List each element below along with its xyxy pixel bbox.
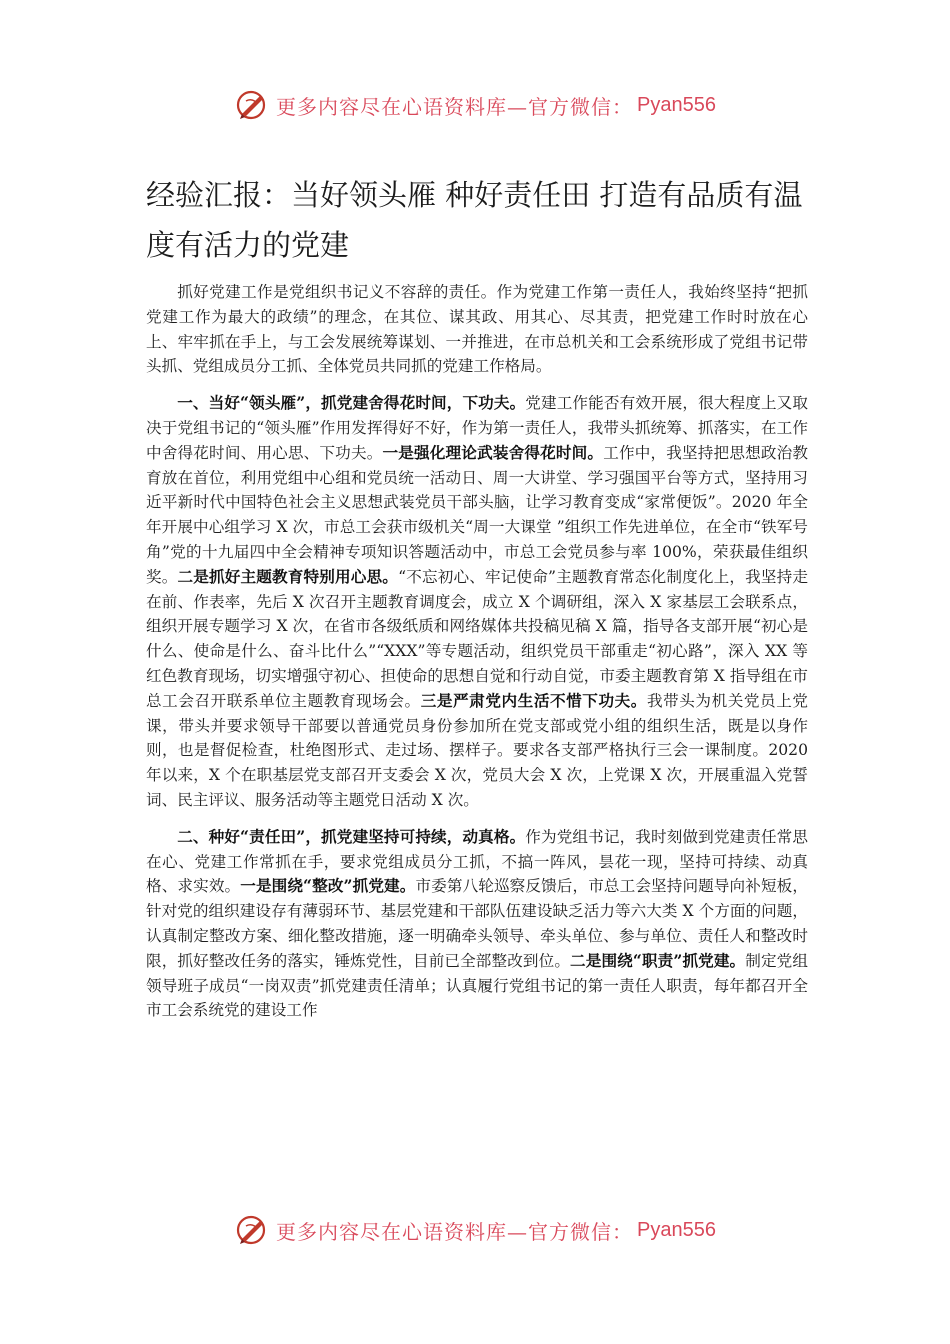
document-title: 经验汇报：当好领头雁 种好责任田 打造有品质有温度有活力的党建 — [146, 178, 803, 262]
banner-wechat-id: Pyan556 — [637, 1218, 716, 1241]
body-paragraph — [146, 391, 808, 813]
text-segment: “不忘初心、牢记使命”主题教育常态化制度化上，我坚持走在前、作表率，先后 X 次召开主题教育调度会，成立 X 个调研组，深入 X 家基层工会联系点，组织开展专题学习 X 次，在省市各级纸质和网络媒体共投稿见稿 X 篇，指导各支部开展“初心是什么、使命是什么、奋斗比什么”“XXX”等专题活动，组织党员干部重走“初心路”，深入 XX 等红色教育现场，切实增强守初心、担使命的思想自觉和行动自觉，市委主题教育第 X 指导组在市总工会召开联系单位主题教育现场会。 — [146, 567, 808, 710]
text-segment: 党建工作能否有效开展，很大程度上又取决于党组书记的“领头雁”作用发挥得好不好，作为第一责任人，我带头抓统筹、抓落实，在工作中舍得花时间、用心思、下功夫。 — [146, 394, 808, 462]
text-segment: 工作中，我坚持把思想政治教育放在首位，利用党组中心组和党员统一活动日、周一大讲堂、学习强国平台等方式，坚持用习近平新时代中国特色社会主义思想武装党员干部头脑，让学习教育变成“家常便饭”。2020 年全年开展中心组学习 X 次，市总工会获市级机关“周一大课堂 ”组织工作先进单位，在全市“铁军号角”党的十九届四中全会精神专项知识答题活动中，市总工会党员参与率 100%，荣获最佳组织奖。 — [146, 443, 808, 586]
bold-heading-segment: 二是抓好主题教育特别用心思。 — [177, 566, 399, 586]
text-segment: 市委第八轮巡察反馈后，市总工会坚持问题导向补短板，针对党的组织建设存有薄弱环节、基层党建和干部队伍建设缺乏活力等六大类 X 个方面的问题，认真制定整改方案、细化整改措施，逐一明确牵头领导、牵头单位、参与单位、责任人和整改时限，抓好整改任务的落实，锤炼党性，目前已全部整改到位。 — [146, 877, 808, 970]
pen-logo-icon — [234, 87, 270, 123]
bold-heading-segment: 二、种好“责任田”，抓党建坚持可持续，动真格。 — [177, 826, 526, 846]
text-segment: 我带头为机关党员上党课，带头并要求领导干部要以普通党员身份参加所在党支部或党小组的组织生活，既是以身作则，也是督促检查，杜绝图形式、走过场、摆样子。要求各支部严格执行三会一课制度。2020 年以来，X 个在职基层党支部召开支委会 X 次，党员大会 X 次，上党课 X 次，开展重温入党誓词、民主评议、服务活动等主题党日活动 X 次。 — [146, 691, 808, 809]
text-segment: 作为党组书记，我时刻做到党建责任常思在心、党建工作常抓在手，要求党组成员分工抓，不搞一阵风，昙花一现，坚持可持续、动真格、求实效。 — [146, 827, 808, 896]
bold-heading-segment: 一是围绕“整改”抓党建。 — [240, 876, 416, 896]
bold-heading-segment: 二是围绕“职责”抓党建。 — [570, 950, 746, 970]
body-paragraph — [146, 825, 808, 1023]
banner-wechat-id: Pyan556 — [637, 93, 716, 116]
banner-text: 更多内容尽在心语资料库—官方微信： — [276, 1219, 634, 1244]
bold-heading-segment: 一是强化理论武装舍得花时间。 — [382, 442, 604, 462]
bold-heading-segment: 一、当好“领头雁”，抓党建舍得花时间，下功夫。 — [177, 393, 526, 413]
pen-logo-icon — [234, 1212, 270, 1248]
document-body — [146, 280, 808, 1035]
body-paragraph — [146, 280, 808, 379]
text-segment: 制定党组领导班子成员“一岗双责”抓党建责任清单；认真履行党组书记的第一责任人职责，每年都召开全市工会系统党的建设工作 — [146, 951, 808, 1020]
header-banner — [0, 80, 950, 130]
banner-text: 更多内容尽在心语资料库—官方微信： — [276, 94, 634, 119]
bold-heading-segment: 三是严肃党内生活不惜下功夫。 — [420, 690, 647, 710]
text-segment: 抓好党建工作是党组织书记义不容辞的责任。作为党建工作第一责任人，我始终坚持“把抓党建工作为最大的政绩”的理念，在其位、谋其政、用其心、尽其责，把党建工作时时放在心上、牢牢抓在手上，与工会发展统筹谋划、一并推进，在市总机关和工会系统形成了党组书记带头抓、党组成员分工抓、全体党员共同抓的党建工作格局。 — [146, 283, 808, 376]
footer-banner — [0, 1205, 950, 1255]
